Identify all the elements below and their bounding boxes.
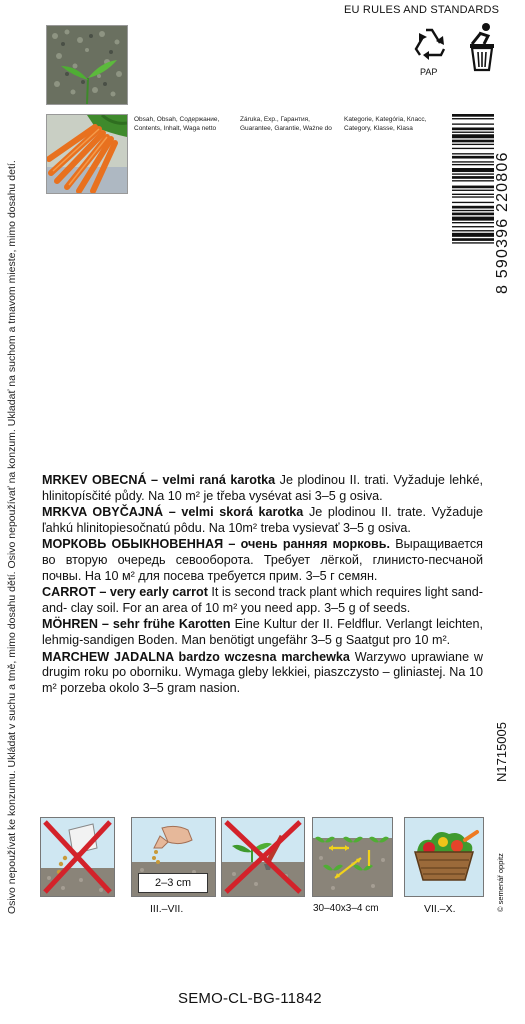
description-cz [42,473,483,504]
description-text: It is second track plant which requires light sand-and- clay soil. For an area of 10 m² you need app. 3–5 g of seeds. [42,585,483,615]
contents-label-line: Obsah, Obsah, Содержание, [134,116,220,123]
no-seedling-tray-pictogram [40,817,115,897]
carrot-photo [46,114,128,194]
tidyman-bin-icon [464,22,500,74]
contents-label [134,116,219,133]
harvest-period-caption: VII.–X. [424,903,456,915]
product-sku: SEMO-CL-BG-11842 [178,990,322,1007]
side-warning-text: Osivo nepoužívat ke konzumu. Ukládat v suchu a tmě, mimo dosahu dětí. Osivo nepoužívať na konzum. Ukladať na suchom a tmavom mieste, mimo dosahu detí. [6,160,18,914]
description-text: Je plodinou II. trate. Vyžaduje ľahkú hlinitopiesočnatú pôdu. Na 10m² treba vysievať 3–5 g osiva. [42,505,484,535]
description-text: Eine Kultur der II. Feldflur. Verlangt leichten, lehmig-sandigen Boden. Man benötigt ungefähr 3–5 g Saatgut pro 10 m². [42,617,483,647]
description-title: CARROT – very early carrot [42,585,208,600]
description-title: MARCHEW JADALNA bardzo wczesna marchewka [42,649,350,664]
description-de [42,617,483,648]
harvest-basket-pictogram [404,817,484,897]
description-title: MRKVA OBYČAJNÁ – velmi skorá karotka [42,505,304,520]
row-spacing-text: 2–3 cm [154,877,192,889]
contents-label-line: Contents, Inhalt, Waga netto [134,124,217,132]
spacing-caption: 30–40x3–4 cm [313,903,379,914]
sowing-period-caption: III.–VII. [150,903,184,915]
product-code-vertical: N1715005 [494,722,509,782]
category-label-line: Category, Klasse, Klasa [344,124,413,132]
guarantee-label [240,116,332,133]
description-title: MÖHREN – sehr frühe Karotten [42,617,231,632]
description-text: Warzywo uprawiane w drugim roku po oborniku. Wymaga gleby lekkiei, piaszczysto – gliniastej. Na 10 m² porzeba okolo 3–5 gram nasion. [42,649,484,695]
seedling-photo [46,25,128,105]
pap-label: PAP [420,67,438,77]
row-spacing-box [138,873,208,893]
description-sk [42,505,483,536]
guarantee-label-line: Guarantee, Garantie, Ważne do [240,124,332,132]
barcode-digits: 8 590396 220806 [494,151,511,294]
description-title: МОРКОВЬ ОБЫКНОВЕННАЯ – очень ранняя морковь. [42,537,391,552]
plant-spacing-pictogram [312,817,393,897]
description-pl [42,650,483,697]
descriptions [42,473,483,697]
description-en [42,585,483,616]
guarantee-label-line: Záruka, Exp., Гарантия, [240,116,310,123]
copyright-vertical: © semenář oppitz [496,853,505,912]
category-label [344,116,426,133]
barcode [452,112,494,294]
description-text: Je plodinou II. trati. Vyžaduje lehké, hlinitopísčité půdy. Na 10 m² je třeba vysévat asi 3–5 g osiva. [42,473,483,503]
eu-rules-heading: EU RULES AND STANDARDS [344,4,500,16]
description-title: MRKEV OBECNÁ – velmi raná karotka [42,473,276,487]
category-label-line: Kategorie, Kategória, Класс, [344,116,427,123]
no-transplanting-pictogram [221,817,305,897]
description-text: Выращивается во вторую очередь севооборота. Требует лёгкой, глинисто-песчаной почвы. На 10 м² для посева требуется прим. 3–5 г семян. [42,537,483,583]
description-ru [42,537,483,584]
recycle-icon [410,24,450,66]
